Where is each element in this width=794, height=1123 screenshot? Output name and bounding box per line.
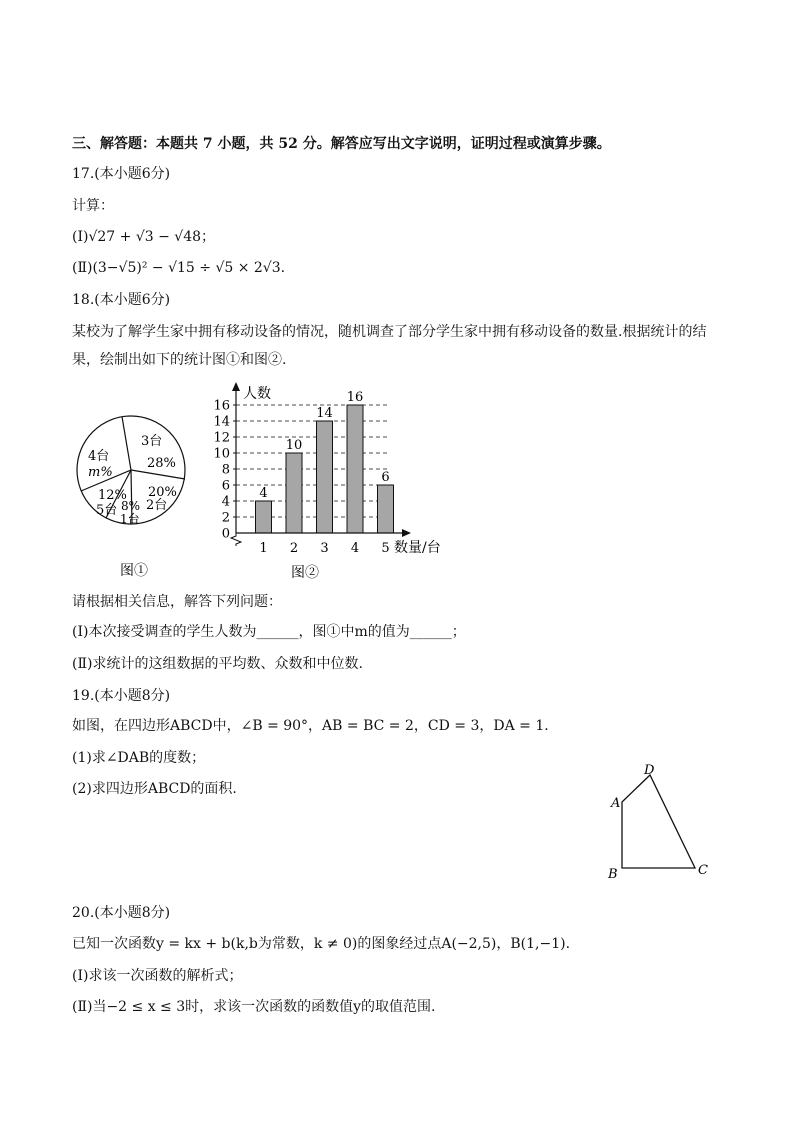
q17-part1: (Ⅰ)√27 + √3 − √48； xyxy=(72,229,216,245)
y-tick-label-2: 2 xyxy=(221,510,230,526)
vertex-b-label: B xyxy=(608,867,618,882)
vertex-a-label: A xyxy=(611,796,621,811)
pie-pct-2: 20% xyxy=(148,485,177,500)
pie-label-5: 5台 xyxy=(96,503,118,518)
q19-part1: (1)求∠DAB的度数； xyxy=(72,750,206,766)
vertex-d-label: D xyxy=(644,763,655,778)
bar-value-label-5: 6 xyxy=(381,470,390,485)
section-header: 三、解答题：本题共 7 小题，共 52 分。解答应写出文字说明，证明过程或演算步骤。 xyxy=(72,136,611,152)
q18-stem: 某校为了解学生家中拥有移动设备的情况，随机调查了部分学生家中拥有移动设备的数量.根据统计的结果，绘制出如下的统计图①和图②. xyxy=(72,324,707,368)
y-tick-label-16: 16 xyxy=(213,398,230,414)
y-tick-label-6: 6 xyxy=(221,478,230,494)
y-tick-label-8: 8 xyxy=(221,462,230,478)
q19-stem: 如图，在四边形ABCD中，∠B = 90°，AB = BC = 2，CD = 3，DA = 1. xyxy=(72,718,549,734)
pie-label-2: 2台 xyxy=(146,498,168,513)
q17-prompt: 计算： xyxy=(72,198,114,214)
x-tick-label-3: 3 xyxy=(320,541,329,556)
bar-2 xyxy=(286,453,302,533)
bar-4 xyxy=(347,405,363,533)
bar-3 xyxy=(317,421,333,533)
q19-title: 19.(本小题8分) xyxy=(72,688,171,704)
bar-value-label-1: 4 xyxy=(259,486,268,501)
axis-break xyxy=(231,533,241,546)
y-tick-label-0: 0 xyxy=(221,526,230,542)
q18-part1: (Ⅰ)本次接受调查的学生人数为______，图①中m的值为______； xyxy=(72,624,466,640)
pie-label-3: 3台 xyxy=(141,434,163,449)
x-tick-label-5: 5 xyxy=(381,541,390,556)
vertex-c-label: C xyxy=(698,863,708,878)
bar-1 xyxy=(256,501,272,533)
bar-chart xyxy=(205,380,465,585)
x-axis-arrow xyxy=(402,529,411,537)
quadrilateral-abcd xyxy=(622,775,695,868)
x-tick-label-1: 1 xyxy=(259,541,268,556)
q20-part2: (Ⅱ)当−2 ≤ x ≤ 3时，求该一次函数的函数值y的取值范围. xyxy=(72,999,436,1015)
q17-part2: (Ⅱ)(3−√5)² − √15 ÷ √5 × 2√3. xyxy=(72,260,286,276)
pie-label-1: 1台 xyxy=(120,512,140,526)
x-tick-label-2: 2 xyxy=(289,541,299,556)
q18-prompt: 请根据相关信息，解答下列问题： xyxy=(72,594,282,610)
pie-pct-4: m% xyxy=(88,465,113,480)
fig1-caption: 图① xyxy=(120,563,148,579)
bar-value-label-3: 14 xyxy=(316,406,333,421)
fig2-caption: 图② xyxy=(291,565,319,581)
q19-part2: (2)求四边形ABCD的面积. xyxy=(72,781,237,797)
bar-value-label-2: 10 xyxy=(285,438,303,453)
bar-5 xyxy=(378,485,394,533)
q18-part2: (Ⅱ)求统计的这组数据的平均数、众数和中位数. xyxy=(72,656,363,672)
y-axis-arrow xyxy=(232,382,240,391)
pie-divider-3-4 xyxy=(122,417,131,470)
y-tick-label-12: 12 xyxy=(213,430,230,446)
y-axis-label: 人数 xyxy=(243,386,271,402)
pie-pct-3: 28% xyxy=(147,456,176,471)
q17-title: 17.(本小题6分) xyxy=(72,166,171,182)
pie-divider-3-2 xyxy=(131,470,185,479)
y-tick-label-4: 4 xyxy=(221,494,230,510)
x-tick-label-4: 4 xyxy=(350,541,360,556)
bar-value-label-4: 16 xyxy=(346,390,364,405)
q20-stem: 已知一次函数y = kx + b(k,b为常数，k ≠ 0)的图象经过点A(−2,5)，B(1,−1). xyxy=(72,936,571,952)
y-tick-label-14: 14 xyxy=(213,414,230,430)
q18-title: 18.(本小题6分) xyxy=(72,292,171,308)
x-axis-label: 数量/台 xyxy=(394,540,441,556)
pie-label-4: 4台 xyxy=(88,449,110,464)
y-tick-label-10: 10 xyxy=(213,446,230,462)
q20-title: 20.(本小题8分) xyxy=(72,905,171,921)
pie-chart xyxy=(72,410,202,585)
pie-pct-5: 12% xyxy=(98,488,127,503)
pie-pct-1: 8% xyxy=(121,499,141,513)
q20-part1: (Ⅰ)求该一次函数的解析式； xyxy=(72,968,243,984)
quadrilateral-figure xyxy=(600,760,720,885)
